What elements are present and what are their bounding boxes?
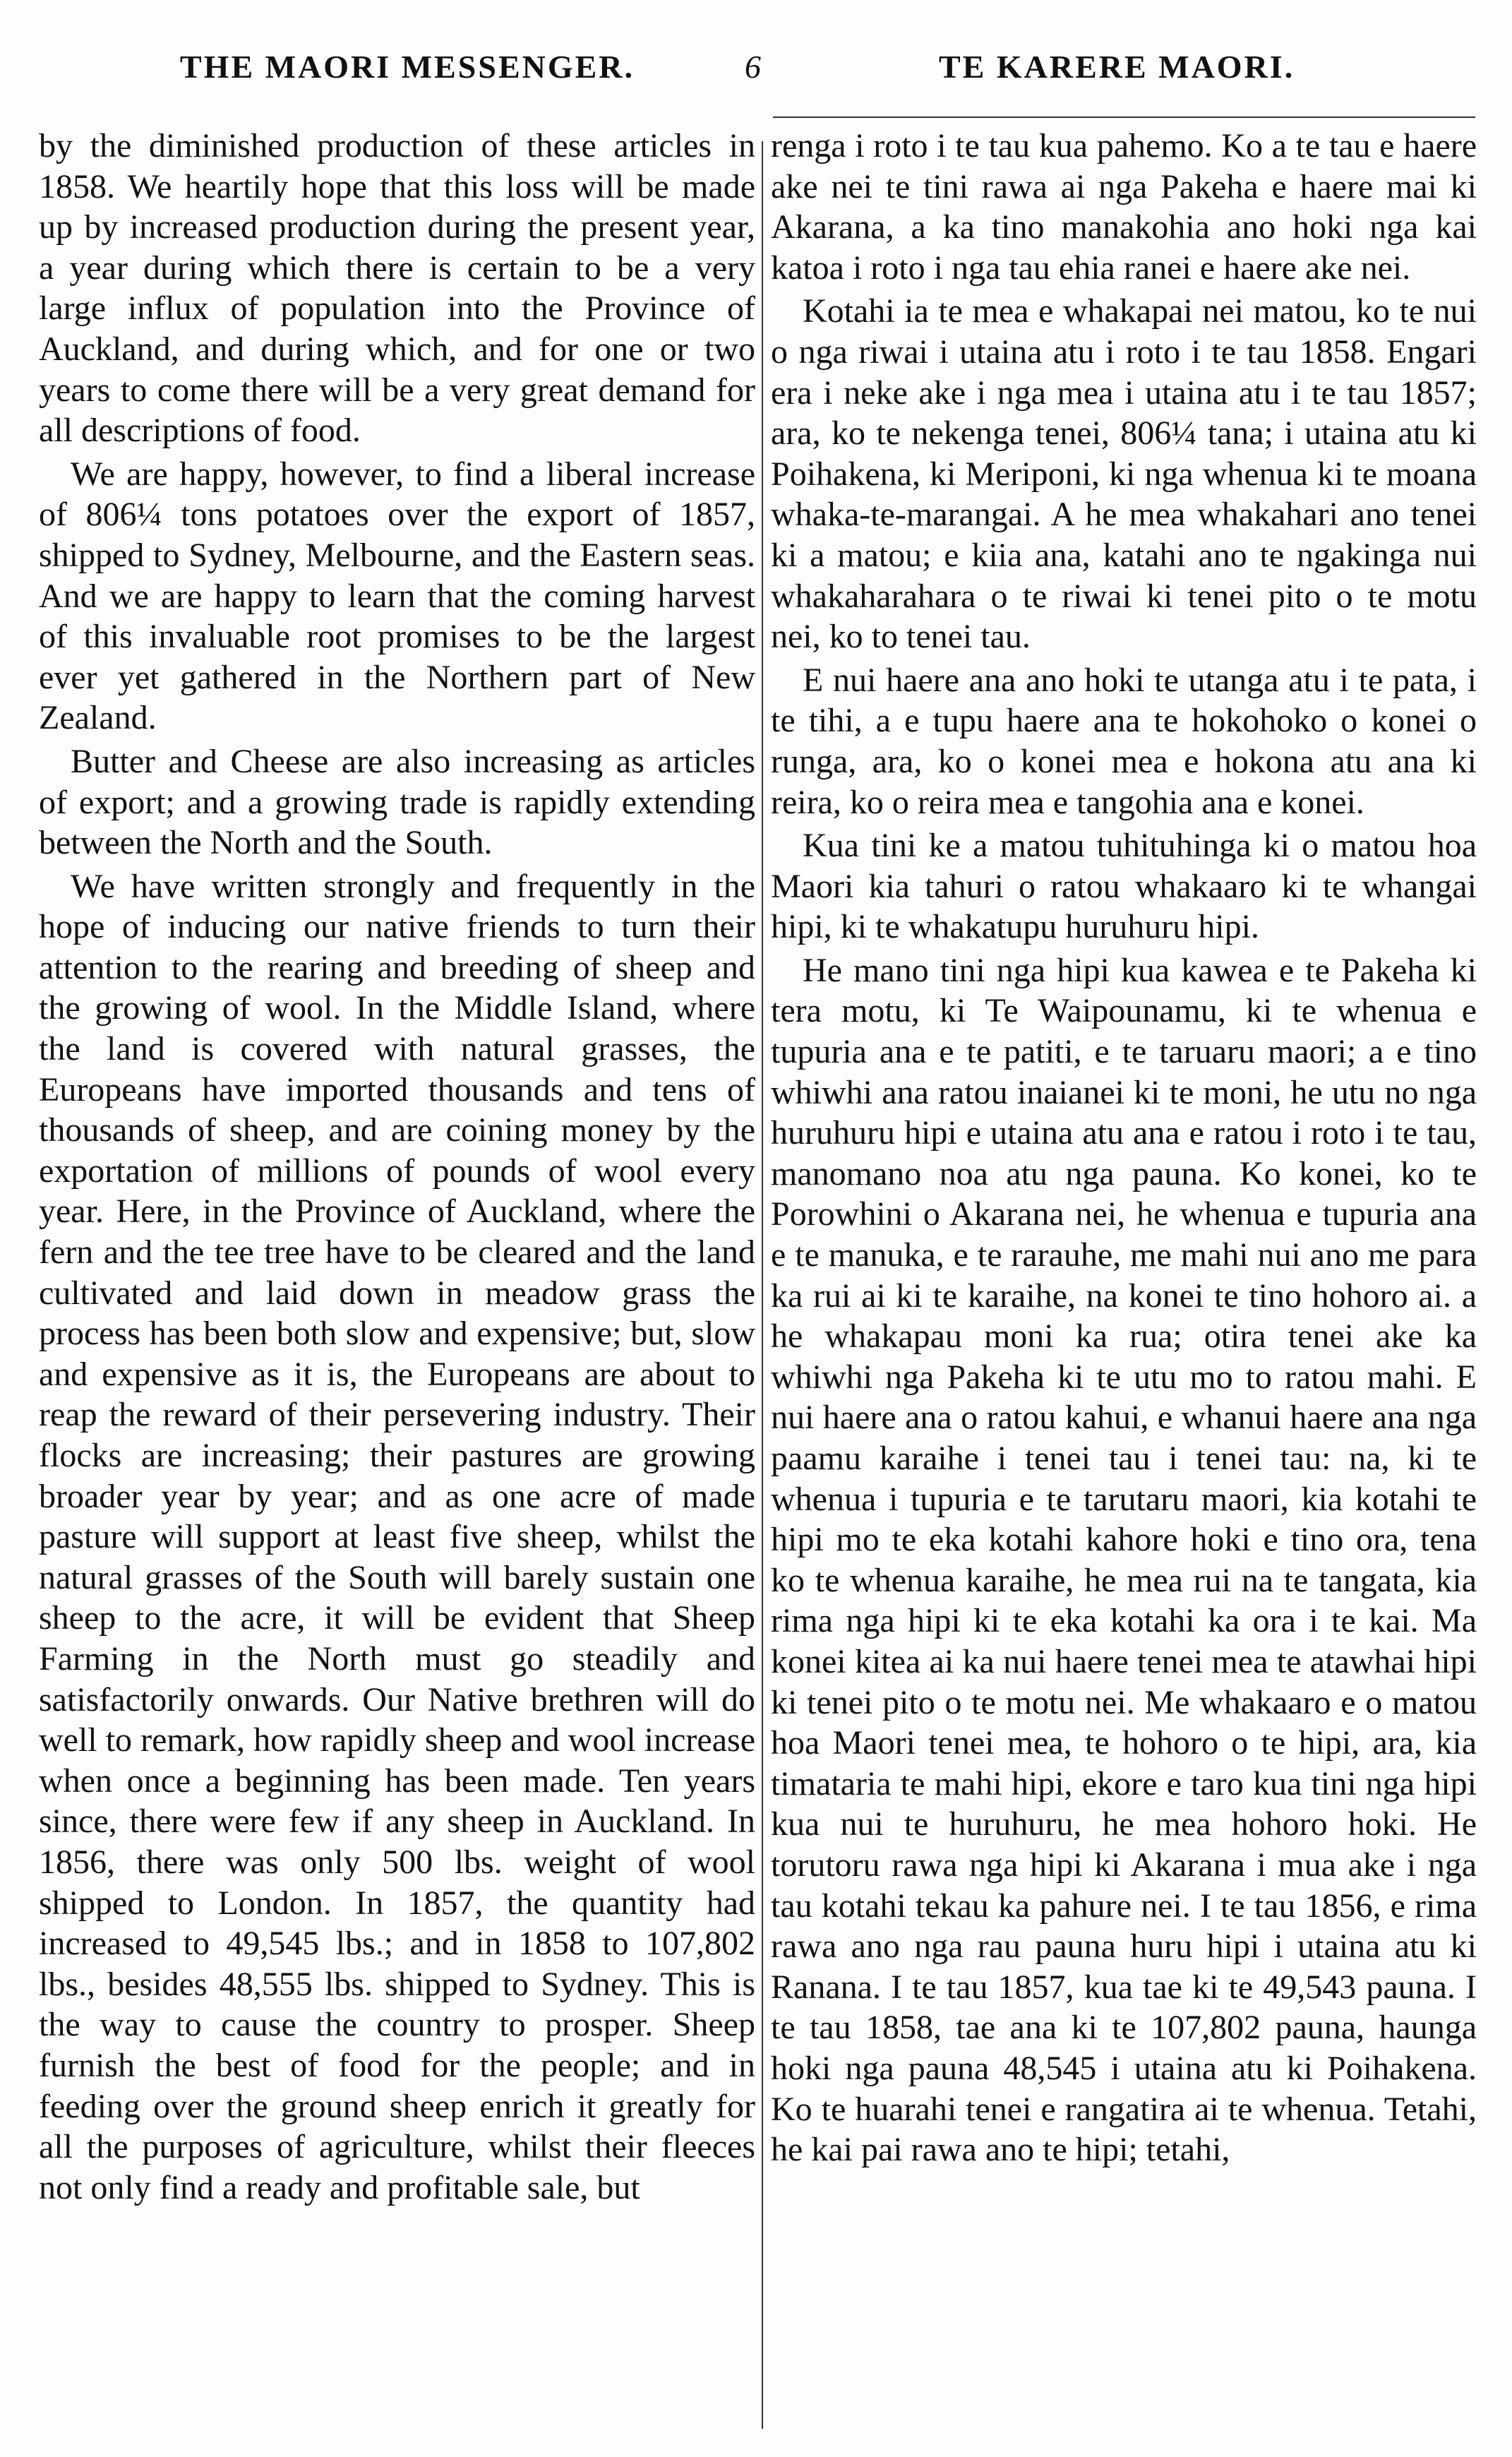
english-column <box>39 126 755 2434</box>
english-paragraph-2: We are happy, however, to find a liberal increase of 806¼ tons potatoes over the export of 1857, shipped to Sydney, Melbourne, and the Eastern seas. And we are happy to learn that the coming harvest of this invaluable root promises to be the largest ever yet gathered in the Northern part of New Zealand. <box>39 455 755 737</box>
maori-paragraph-5: He mano tini nga hipi kua kawea e te Pakeha ki tera motu, ki Te Waipounamu, ki te whenua e tupuria ana e te patiti, e te taruaru maori; a e tino whiwhi ana ratou inaianei ki te moni, he utu no nga huruhuru hipi e utaina atu ana e ratou i roto i te tau, manomano noa atu nga pauna. Ko konei, ko te Porowhini o Akarana nei, he whenua e tupuria ana e te manuka, e te rarauhe, me mahi nui ano me para ka rui ai ki te karaihe, na konei te tino hohoro ai. a he whakapau moni ka rua; otira tenei ake ka whiwhi nga Pakeha ki te utu mo to ratou mahi. E nui haere ana o ratou kahui, e whanui haere ana nga paamu karaihe i tenei tau i tenei tau: na, ki te whenua i tupuria e te tarutaru maori, kia kotahi te hipi mo te eka kotahi kahore hoki e tino ora, tena ko te whenua karaihe, he mea rui na te tangata, kia rima nga hipi ki te eka kotahi ka ora i te kai. Ma konei kitea ai ka nui haere tenei mea te atawhai hipi ki tenei pito o te motu nei. Me whakaaro e o matou hoa Maori tenei mea, te hohoro o te hipi, ara, kia timataria te mahi hipi, ekore e taro kua tini nga hipi kua nui te huruhuru, he mea hohoro hoki. He torutoru rawa nga hipi ki Akarana i mua ake i nga tau kotahi tekau ka pahure nei. I te tau 1856, e rima rawa ano nga rau pauna huru hipi i utaina atu ki Ranana. I te tau 1857, kua tae ki te 49,543 pauna. I te tau 1858, tae ana ki te 107,802 pauna, haunga hoki nga pauna 48,545 i utaina atu ki Poihakena. Ko te huarahi tenei e rangatira ai te whenua. Tetahi, he kai pai rawa ano te hipi; tetahi, <box>771 951 1477 2169</box>
header-rule <box>773 116 1475 118</box>
maori-paragraph-1: renga i roto i te tau kua pahemo. Ko a te tau e haere ake nei te tini rawa ai nga Pakeha e haere mai ki Akarana, a ka tino manakohia ano hoki nga kai katoa i roto i nga tau ehia ranei e haere ake nei. <box>771 127 1477 287</box>
english-paragraph-3: Butter and Cheese are also increasing as articles of export; and a growing trade is rapidly extending between the North and the South. <box>39 742 755 862</box>
masthead <box>0 41 1512 97</box>
column-divider <box>762 141 763 2429</box>
english-paragraph-1: by the diminished production of these articles in 1858. We heartily hope that this loss will be made up by increased production during the present year, a year during which there is certain to be a very large influx of population into the Province of Auckland, and during which, and for one or two years to come there will be a very great demand for all descriptions of food. <box>39 127 755 450</box>
maori-paragraph-3: E nui haere ana ano hoki te utanga atu i te pata, i te tihi, a e tupu haere ana te hokohoko o konei o runga, ara, ko o konei mea e hokona atu ana ki reira, ko o reira mea e tangohia ana e konei. <box>771 661 1477 821</box>
english-paragraph-4: We have written strongly and frequently in the hope of inducing our native friends to turn their attention to the rearing and breeding of sheep and the growing of wool. In the Middle Island, where the land is covered with natural grasses, the Europeans have imported thousands and tens of thousands of sheep, and are coining money by the exportation of millions of pounds of wool every year. Here, in the Province of Auckland, where the fern and the tee tree have to be cleared and the land cultivated and laid down in meadow grass the process has been both slow and expensive; but, slow and expensive as it is, the Europeans are about to reap the reward of their persevering industry. Their flocks are increasing; their pastures are growing broader year by year; and as one acre of made pasture will support at least five sheep, whilst the natural grasses of the South will barely sustain one sheep to the acre, it will be evident that Sheep Farming in the North must go steadily and satisfactorily onwards. Our Native brethren will do well to remark, how rapidly sheep and wool increase when once a beginning has been made. Ten years since, there were few if any sheep in Auckland. In 1856, there was only 500 lbs. weight of wool shipped to London. In 1857, the quantity had increased to 49,545 lbs.; and in 1858 to 107,802 lbs., besides 48,555 lbs. shipped to Sydney. This is the way to cause the country to prosper. Sheep furnish the best of food for the people; and in feeding over the ground sheep enrich it greatly for all the purposes of agriculture, whilst their fleeces not only find a ready and profitable sale, but <box>39 867 755 2206</box>
maori-paragraph-4: Kua tini ke a matou tuhituhinga ki o matou hoa Maori kia tahuri o ratou whakaaro ki te whangai hipi, ki te whakatupu huruhuru hipi. <box>771 827 1477 946</box>
maori-title: TE KARERE MAORI. <box>939 49 1295 85</box>
maori-column <box>771 126 1477 2434</box>
english-title: THE MAORI MESSENGER. <box>180 49 635 85</box>
page-number: 6 <box>745 49 761 85</box>
maori-paragraph-2: Kotahi ia te mea e whakapai nei matou, ko te nui o nga riwai i utaina atu i roto i te tau 1858. Engari era i neke ake i nga mea i utaina atu i te tau 1857; ara, ko te nekenga tenei, 806¼ tana; i utaina atu ki Poihakena, ki Meriponi, ki nga whenua ki te moana whaka-te-marangai. A he mea whakahari ano tenei ki a matou; e kiia ana, katahi ano te ngakinga nui whakaharahara o te riwai ki tenei pito o te motu nei, ko to tenei tau. <box>771 292 1477 656</box>
